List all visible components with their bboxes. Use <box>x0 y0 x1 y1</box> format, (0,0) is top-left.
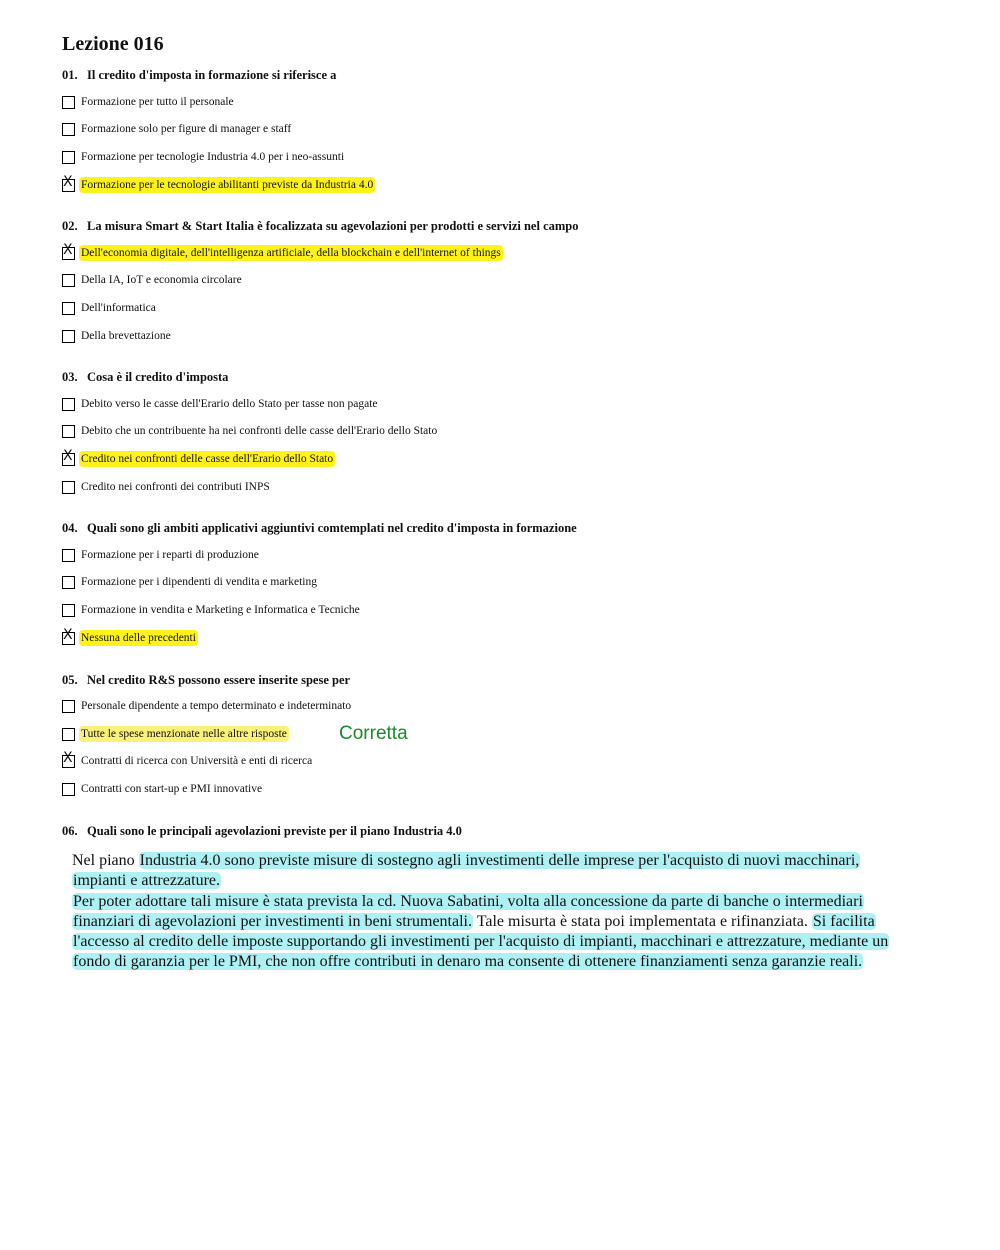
checkbox-checked[interactable] <box>62 626 75 645</box>
option-text: Formazione per tecnologie Industria 4.0 per i neo-assunti <box>81 151 345 163</box>
question-number: 02. <box>62 219 78 233</box>
option-text: Debito verso le casse dell'Erario dello Stato per tasse non pagate <box>81 398 378 410</box>
option-04-a[interactable] <box>62 547 261 563</box>
option-text: Personale dipendente a tempo determinato e indeterminato <box>81 700 352 712</box>
checkbox[interactable] <box>62 728 75 741</box>
option-03-a[interactable] <box>62 396 380 412</box>
option-02-b[interactable] <box>62 272 244 288</box>
option-text: Formazione in vendita e Marketing e Informatica e Tecniche <box>81 604 360 616</box>
check-mark: X <box>63 749 73 766</box>
option-05-d[interactable] <box>62 781 264 797</box>
option-text: Contratti con start-up e PMI innovative <box>81 783 263 795</box>
option-text: Contratti di ricerca con Università e enti di ricerca <box>81 755 313 767</box>
checkbox-checked[interactable] <box>62 173 75 192</box>
question-number: 03. <box>62 370 78 384</box>
question-06 <box>62 824 462 839</box>
question-05 <box>62 673 350 688</box>
checkbox[interactable] <box>62 302 75 315</box>
checkbox[interactable] <box>62 425 75 438</box>
question-text: Il credito d'imposta in formazione si riferisce a <box>87 68 337 82</box>
checkbox[interactable] <box>62 604 75 617</box>
option-02-d[interactable] <box>62 328 173 344</box>
option-text: Dell'informatica <box>81 302 156 314</box>
checkbox[interactable] <box>62 96 75 109</box>
option-text: Della IA, IoT e economia circolare <box>81 274 242 286</box>
question-text: Quali sono le principali agevolazioni previste per il piano Industria 4.0 <box>87 824 462 838</box>
question-text: Cosa è il credito d'imposta <box>87 370 229 384</box>
option-01-c[interactable] <box>62 149 346 165</box>
correct-answer-label: Corretta <box>339 723 408 744</box>
question-03 <box>62 370 228 385</box>
question-02 <box>62 219 578 234</box>
question-text: Nel credito R&S possono essere inserite spese per <box>87 673 351 687</box>
answer-text-plain: Tale misurta è stata poi implementata e rifinanziata. <box>473 912 812 930</box>
option-text-highlighted: Credito nei confronti delle casse dell'Erario dello Stato <box>81 453 334 465</box>
question-number: 05. <box>62 673 78 687</box>
question-number: 06. <box>62 824 78 838</box>
checkbox[interactable] <box>62 151 75 164</box>
answer-text-highlighted: Per poter adottare tali misure è stata prevista la cd. Nuova Sabatini, volta alla concessione da parte di banche o intermediari finanziari di agevolazioni per investimenti in beni strumentali. <box>73 892 863 930</box>
option-02-a[interactable] <box>62 241 503 261</box>
checkbox[interactable] <box>62 330 75 343</box>
question-text: Quali sono gli ambiti applicativi aggiuntivi comtemplati nel credito d'imposta in formazione <box>87 521 577 535</box>
question-04 <box>62 521 577 536</box>
option-text-highlighted: Formazione per le tecnologie abilitanti previste da Industria 4.0 <box>81 179 374 191</box>
check-mark: X <box>63 447 73 464</box>
question-01 <box>62 68 336 83</box>
option-text: Formazione solo per figure di manager e staff <box>81 123 292 135</box>
answer-text-highlighted: Si facilita l'accesso al credito delle imposte supportando gli investimenti per l'acquisto di impianti, macchinari e attrezzature, mediante un fondo di garanzia per le PMI, che non offre contributi in denaro ma consente di ottenere finanziamenti senza garanzie reali. <box>73 912 889 971</box>
answer-text-plain: Nel piano <box>72 852 139 869</box>
option-text: Formazione per i dipendenti di vendita e marketing <box>81 576 317 588</box>
option-01-a[interactable] <box>62 94 236 110</box>
page-title: Lezione 016 <box>62 33 164 55</box>
checkbox-checked[interactable] <box>62 241 75 260</box>
checkbox[interactable] <box>62 274 75 287</box>
check-mark: X <box>63 626 73 643</box>
checkbox-checked[interactable] <box>62 749 75 768</box>
option-text: Formazione per i reparti di produzione <box>81 549 259 561</box>
open-answer <box>72 851 912 973</box>
checkbox[interactable] <box>62 398 75 411</box>
option-05-b[interactable] <box>62 726 289 742</box>
option-03-c[interactable] <box>62 447 335 467</box>
option-04-c[interactable] <box>62 602 362 618</box>
option-text-highlighted: Tutte le spese menzionate nelle altre risposte <box>81 728 287 740</box>
option-04-d[interactable] <box>62 626 198 646</box>
checkbox-checked[interactable] <box>62 447 75 466</box>
option-01-b[interactable] <box>62 121 293 137</box>
option-01-d[interactable] <box>62 173 375 193</box>
option-04-b[interactable] <box>62 574 319 590</box>
option-05-a[interactable] <box>62 698 353 714</box>
check-mark: X <box>63 173 73 190</box>
option-03-d[interactable] <box>62 479 272 495</box>
option-text-highlighted: Nessuna delle precedenti <box>81 632 196 644</box>
option-text: Credito nei confronti dei contributi INPS <box>81 481 270 493</box>
answer-text-highlighted: Industria 4.0 sono previste misure di sostegno agli investimenti delle imprese per l'acquisto di nuovi macchinari, impianti e attrezzature. <box>73 852 860 890</box>
checkbox[interactable] <box>62 576 75 589</box>
question-text: La misura Smart & Start Italia è focalizzata su agevolazioni per prodotti e servizi nel campo <box>87 219 579 233</box>
checkbox[interactable] <box>62 549 75 562</box>
question-number: 01. <box>62 68 78 82</box>
option-text: Formazione per tutto il personale <box>81 96 234 108</box>
question-number: 04. <box>62 521 78 535</box>
check-mark: X <box>63 241 73 258</box>
checkbox[interactable] <box>62 123 75 136</box>
checkbox[interactable] <box>62 783 75 796</box>
option-text: Debito che un contribuente ha nei confronti delle casse dell'Erario dello Stato <box>81 425 438 437</box>
checkbox[interactable] <box>62 481 75 494</box>
option-05-c[interactable] <box>62 749 314 769</box>
checkbox[interactable] <box>62 700 75 713</box>
option-text-highlighted: Dell'economia digitale, dell'intelligenza artificiale, della blockchain e dell'internet of things <box>81 247 501 259</box>
option-text: Della brevettazione <box>81 330 171 342</box>
option-03-b[interactable] <box>62 423 439 439</box>
option-02-c[interactable] <box>62 300 158 316</box>
